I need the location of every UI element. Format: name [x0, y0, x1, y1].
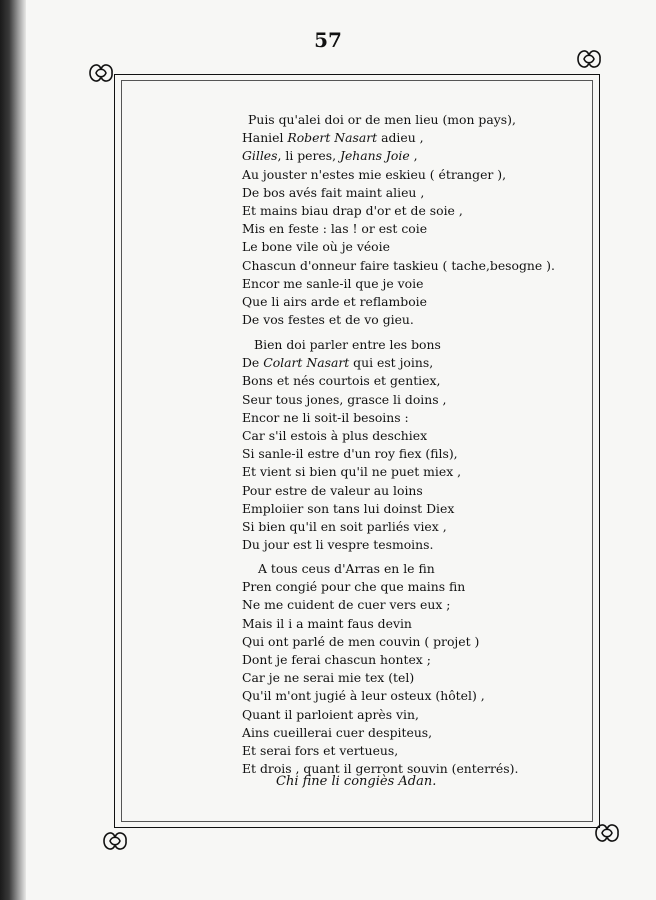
verse-line — [242, 312, 414, 328]
verse-line — [242, 483, 423, 499]
verse-text: Chascun d'onneur faire taskieu ( tache,besogne ). — [242, 257, 555, 273]
verse-line — [242, 688, 485, 704]
verse-text: De bos avés fait maint alieu , — [242, 184, 425, 200]
verse-line — [254, 337, 441, 353]
verse-line — [242, 185, 424, 201]
verse-line — [242, 203, 463, 219]
verse-line — [242, 652, 431, 668]
verse-text: Le bone vile où je véoie — [242, 239, 390, 255]
verse-text: Puis qu'alei doi or de men lieu (mon pays), — [248, 112, 516, 127]
verse-line — [242, 743, 398, 759]
verse-line — [258, 561, 435, 577]
verse-line — [242, 725, 432, 741]
verse-line — [242, 410, 409, 426]
verse-text: Encor ne li soit-il besoins : — [242, 409, 409, 425]
verse-line — [242, 167, 506, 183]
verse-text: De — [242, 355, 264, 371]
verse-text: adieu , — [377, 130, 424, 146]
verse-line — [242, 130, 424, 146]
verse-line — [242, 670, 414, 686]
verse-text: Et drois , quant il gerront souvin (enterrés). — [242, 761, 519, 777]
verse-text: Bons et nés courtois et gentiex, — [242, 373, 441, 389]
verse-text: Si bien qu'il en soit parliés viex , — [242, 519, 447, 534]
verse-line — [242, 707, 419, 723]
verse-text: Et vient si bien qu'il ne puet miex , — [242, 464, 462, 480]
verse-line — [242, 634, 479, 650]
verse-line — [242, 616, 412, 632]
verse-text: Ains cueillerai cuer despiteus, — [242, 724, 433, 740]
verse-text: Ne me cuident de cuer vers eux ; — [242, 597, 451, 613]
verse-line — [242, 258, 555, 274]
verse-line — [248, 112, 516, 128]
verse-text: Haniel — [242, 130, 288, 146]
verse-line — [242, 221, 427, 237]
corner-ornament-top-left-icon — [86, 58, 116, 88]
verse-line — [242, 579, 465, 595]
verse-line — [242, 148, 418, 164]
verse-text: Et mains biau drap d'or et de soie , — [242, 203, 463, 218]
verse-text: Du jour est li vespre tesmoins. — [242, 537, 434, 553]
book-spine-shadow — [0, 0, 26, 900]
verse-text: De vos festes et de vo gieu. — [242, 312, 414, 328]
verse-text: Et serai fors et vertueus, — [242, 743, 399, 758]
colophon: Chi fine li congiès Adan. — [276, 774, 437, 789]
verse-line — [242, 464, 461, 480]
verse-text: Encor me sanle-il que je voie — [242, 275, 424, 291]
verse-line — [242, 392, 446, 408]
verse-text: Emploiier son tans lui doinst Diex — [242, 500, 455, 516]
page-number: 57 — [314, 28, 342, 52]
verse-text: A tous ceus d'Arras en le fin — [258, 561, 435, 576]
verse-text: Que li airs arde et reflamboie — [242, 294, 427, 309]
verse-text: Mis en feste : las ! or est coie — [242, 221, 428, 237]
proper-name: Gilles — [242, 148, 278, 164]
verse-text: Qu'il m'ont jugié à leur osteux (hôtel) , — [242, 688, 485, 704]
corner-ornament-bottom-left-icon — [100, 826, 130, 856]
verse-line — [242, 501, 454, 517]
verse-text: Seur tous jones, grasce li doins , — [242, 391, 447, 407]
verse-text: Au jouster n'estes mie eskieu ( étranger ), — [242, 166, 507, 182]
verse-line — [242, 519, 447, 535]
verse-text: Quant il parloient après vin, — [242, 706, 419, 722]
verse-line — [242, 537, 433, 553]
proper-name: Colart Nasart — [263, 355, 350, 371]
verse-text: Pren congié pour che que mains fin — [242, 579, 466, 595]
verse-line — [242, 373, 440, 389]
corner-ornament-top-right-icon — [574, 44, 604, 74]
verse-line — [242, 239, 390, 255]
verse-line — [242, 276, 423, 292]
verse-text: Car s'il estois à plus deschiex — [242, 428, 428, 443]
verse-line — [242, 428, 427, 444]
corner-ornament-bottom-right-icon — [592, 818, 622, 848]
verse-line — [242, 597, 450, 613]
verse-line — [242, 294, 427, 310]
proper-name: Robert Nasart — [287, 130, 378, 146]
verse-text: Dont je ferai chascun hontex ; — [242, 652, 431, 667]
verse-text: Pour estre de valeur au loins — [242, 482, 423, 498]
proper-name: Jehans Joie — [339, 148, 410, 164]
verse-text: Mais il i a maint faus devin — [242, 615, 412, 631]
verse-text: Car je ne serai mie tex (tel) — [242, 670, 415, 686]
verse-text: Bien doi parler entre les bons — [254, 337, 441, 352]
verse-line — [242, 355, 433, 371]
verse-text: qui est joins, — [349, 355, 434, 371]
verse-line — [242, 446, 458, 462]
verse-text: , — [409, 148, 418, 164]
verse-text: , li peres, — [277, 148, 340, 164]
verse-text: Qui ont parlé de men couvin ( projet ) — [242, 633, 480, 649]
verse-text: Si sanle-il estre d'un roy fiex (fils), — [242, 446, 458, 462]
